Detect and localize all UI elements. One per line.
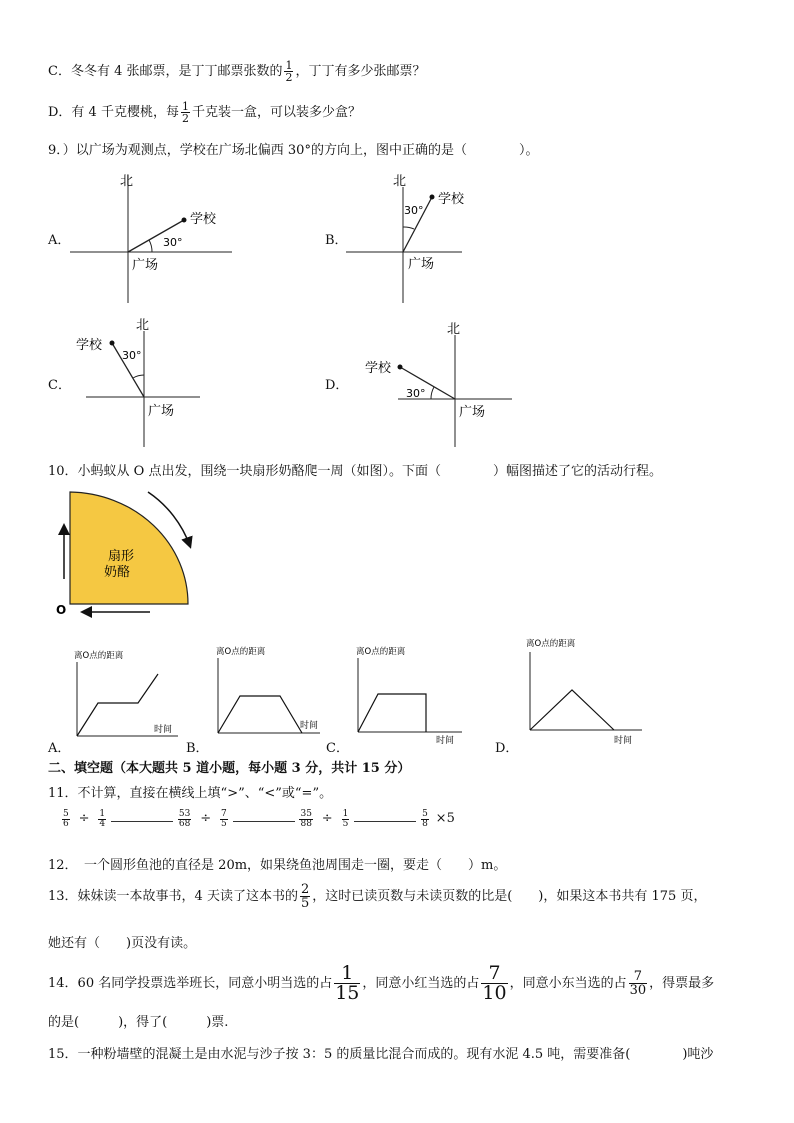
q8-c-text-post: ，丁丁有多少张邮票？: [295, 64, 426, 79]
q11-expressions: $\frac{5}{6}$ ÷ $\frac{1}{4}$ $\frac{53}{68}$ ÷ $\frac{7}{5}$ $\frac{35}{88}$ ÷ $\frac{1}{5}$ $\frac{5}{8}$ ×5: [63, 809, 455, 829]
fraction: $\frac{1}{5}$: [342, 809, 349, 829]
xlabel: 时间: [614, 736, 633, 746]
q10-graph-a[interactable]: [68, 648, 188, 744]
q14-line1: 14．60 名同学投票选举班长，同意小明当选的占 $\frac{1}{15}$ ，同意小红当选的占 $\frac{7}{10}$ ，同意小东当选的占 $\frac{7}{30}$ ，得票最多: [48, 962, 715, 1004]
fraction: $\frac{5}{8}$: [422, 809, 428, 829]
fraction: $\frac{35}{88}$: [300, 809, 312, 829]
north-label: 北: [393, 174, 407, 189]
q9-diagram-d[interactable]: [360, 315, 570, 450]
ylabel: 离O点的距离: [216, 647, 266, 657]
q9-diagram-a[interactable]: [60, 165, 290, 307]
fraction: $\frac{1}{2}$: [181, 100, 189, 125]
fraction: $\frac{7}{30}$: [629, 969, 647, 998]
origin-label: O: [56, 603, 67, 617]
fraction: $\frac{1}{4}$: [99, 809, 106, 829]
q8-option-c: [48, 60, 426, 83]
square-label: 广场: [132, 258, 159, 273]
fraction: $\frac{7}{5}$: [220, 809, 227, 829]
q15-text: 15．一种粉墙壁的混凝土是由水泥与沙子按 3：5 的质量比混合而成的。现有水泥 4.5 吨，需要准备( )吨沙: [48, 1047, 714, 1062]
cheese-label-2: 奶酪: [104, 565, 131, 580]
q10-graph-b[interactable]: [210, 644, 330, 744]
north-label: 北: [136, 318, 150, 333]
answer-blank-1[interactable]: [111, 821, 173, 822]
q8-c-text: C．冬冬有 4 张邮票，是丁丁邮票张数的: [48, 64, 283, 79]
fraction: $\frac{1}{15}$: [335, 962, 360, 1004]
north-label: 北: [447, 322, 461, 337]
north-label: 北: [120, 174, 134, 189]
cheese-sector: [70, 492, 188, 604]
q10-graph-c[interactable]: [350, 644, 470, 746]
ylabel: 离O点的距离: [74, 651, 124, 661]
angle-label: 30°: [406, 387, 426, 400]
angle-label: 30°: [404, 204, 424, 217]
q13-line2: 她还有（ )页没有读。: [48, 936, 197, 951]
q9-diagram-b[interactable]: [340, 165, 570, 307]
angle-label: 30°: [163, 236, 183, 249]
fraction: $\frac{53}{68}$: [178, 809, 191, 829]
q11-stem: 11．不计算，直接在横线上填“>”、“<”或“=”。: [48, 786, 333, 801]
q10-graph-d[interactable]: [520, 634, 650, 746]
square-label: 广场: [148, 404, 175, 419]
square-label: 广场: [459, 405, 486, 420]
fraction: $\frac{7}{10}$: [482, 962, 507, 1004]
q9-option-c-label: C．: [48, 378, 71, 393]
q12-text: 12． 一个圆形鱼池的直径是 20m，如果绕鱼池周围走一圈，要走（ ）m。: [48, 858, 507, 873]
q10-option-a-label: A．: [48, 741, 71, 756]
q10-stem: 10．小蚂蚁从 O 点出发，围绕一块扇形奶酪爬一周（如图）。下面（ ）幅图描述了它的活动行程。: [48, 464, 662, 479]
q10-option-c-label: C．: [326, 741, 349, 756]
school-label: 学校: [76, 338, 103, 353]
section-2-heading: 二、填空题（本大题共 5 道小题，每小题 3 分，共计 15 分）: [48, 761, 411, 776]
q10-cheese-diagram: [48, 484, 228, 620]
xlabel: 时间: [154, 725, 173, 735]
fraction: $\frac{5}{6}$: [63, 809, 69, 829]
school-label: 学校: [365, 361, 392, 376]
q13-line1: 13．妹妹读一本故事书，4 天读了这本书的 $\frac{2}{5}$ ，这时已读页数与未读页数的比是( )，如果这本书共有 175 页，: [48, 882, 707, 911]
school-label: 学校: [190, 212, 217, 227]
square-label: 广场: [408, 257, 435, 272]
q10-option-d-label: D．: [495, 741, 519, 756]
cheese-label-1: 扇形: [108, 549, 135, 564]
q9-diagram-c[interactable]: [70, 315, 280, 450]
answer-blank-2[interactable]: [233, 821, 295, 822]
q8-option-d: [48, 101, 361, 124]
ylabel: 离O点的距离: [356, 647, 406, 657]
fraction: $\frac{2}{5}$: [300, 882, 310, 911]
q9-stem: 9．）以广场为观测点，学校在广场北偏西 30°的方向上，图中正确的是（ ）。: [48, 143, 539, 158]
q10-option-b-label: B．: [186, 741, 209, 756]
angle-label: 30°: [122, 349, 142, 362]
q8-d-text-post: 千克装一盒，可以装多少盒？: [191, 105, 361, 120]
q9-option-d-label: D．: [325, 378, 349, 393]
xlabel: 时间: [436, 736, 455, 746]
answer-blank-3[interactable]: [354, 821, 416, 822]
q9-option-a-label: A．: [48, 233, 71, 248]
q14-line2: 的是( )，得了( )票.: [48, 1015, 229, 1030]
q8-d-text: D．有 4 千克樱桃，每: [48, 105, 179, 120]
xlabel: 时间: [300, 721, 319, 731]
school-label: 学校: [438, 192, 465, 207]
fraction: $\frac{1}{2}$: [285, 59, 293, 84]
q9-option-b-label: B．: [325, 233, 348, 248]
ylabel: 离O点的距离: [526, 639, 576, 649]
